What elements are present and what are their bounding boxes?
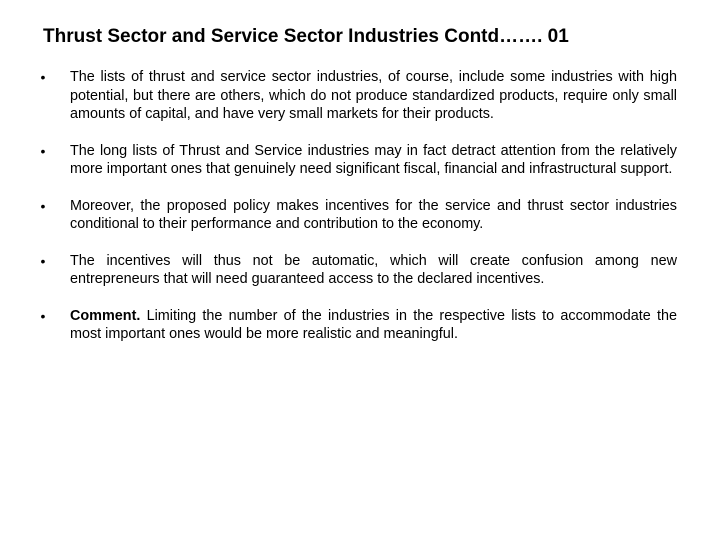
bullet-item-2 — [37, 142, 677, 179]
bullet-icon: • — [40, 69, 46, 85]
bullet-item-5 — [37, 307, 677, 344]
bullet-icon: • — [40, 142, 46, 159]
bullet-icon: • — [40, 252, 46, 269]
bullet-icon: • — [40, 307, 46, 324]
bullet-text: Limiting the number of the industries in the respective lists to accommodate the most important ones would be more realistic and meaningful. — [70, 307, 677, 342]
bullet-list — [37, 68, 677, 362]
bullet-text: The lists of thrust and service sector industries, of course, include some industries with high potential, but there are others, which do not produce standardized products, require only small amounts of capital, and have very small markets for their products. — [70, 69, 677, 122]
slide-title: Thrust Sector and Service Sector Industries Contd……. 01 — [43, 26, 569, 47]
bullet-text: The long lists of Thrust and Service industries may in fact detract attention from the relatively more important ones that genuinely need significant fiscal, financial and infrastructural support. — [70, 142, 677, 177]
bullet-text: Moreover, the proposed policy makes incentives for the service and thrust sector industries conditional to their performance and contribution to the economy. — [70, 197, 677, 232]
comment-label: Comment. — [70, 307, 141, 324]
bullet-item-1 — [37, 68, 677, 124]
bullet-item-3 — [37, 197, 677, 234]
bullet-text: The incentives will thus not be automatic, which will create confusion among new entrepreneurs that will need guaranteed access to the declared incentives. — [70, 252, 677, 287]
bullet-item-4 — [37, 252, 677, 289]
bullet-icon: • — [40, 197, 46, 214]
